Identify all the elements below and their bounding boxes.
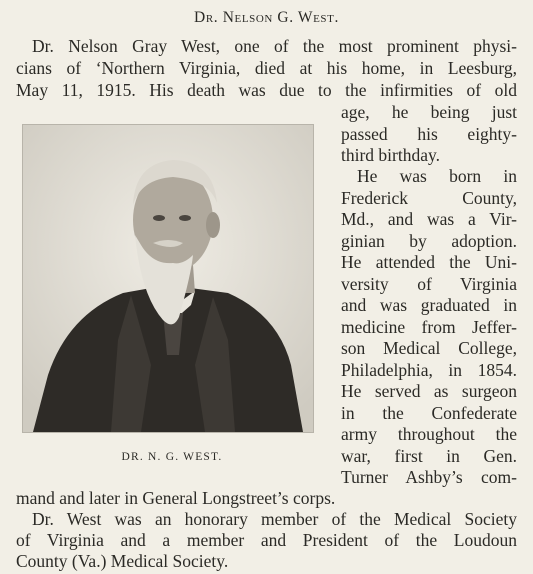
text-line: He attended the Uni- [341, 252, 517, 272]
text-line: war, first in Gen. [341, 446, 517, 466]
text-line: Frederick County, [341, 188, 517, 208]
text-line: ginian by adoption. [341, 231, 517, 251]
text-line: Md., and was a Vir- [341, 209, 517, 229]
text-line: May 11, 1915. His death was due to the infirmities of old [16, 80, 517, 100]
text-line: Dr. Nelson Gray West, one of the most prominent physi- [32, 36, 517, 56]
text-line: Philadelphia, in 1854. [341, 360, 517, 380]
text-line: Dr. West was an honorary member of the Medical Society [32, 509, 517, 529]
text-line: and was graduated in [341, 295, 517, 315]
text-line: passed his eighty- [341, 124, 517, 144]
text-line: medicine from Jeffer- [341, 317, 517, 337]
text-line: Turner Ashby’s com- [341, 467, 517, 487]
text-line: of Virginia and a member and President of the Loudoun [16, 530, 517, 550]
text-line: in the Confederate [341, 403, 517, 423]
text-line: third birthday. [341, 145, 440, 165]
photo-caption: DR. N. G. WEST. [121, 451, 223, 463]
text-line: versity of Virginia [341, 274, 517, 294]
text-line: He served as surgeon [341, 381, 517, 401]
text-line: son Medical College, [341, 338, 517, 358]
text-line: He was born in [357, 166, 517, 186]
text-line: County (Va.) Medical Society. [16, 551, 229, 571]
page-heading: Dr. Nelson G. West. [194, 9, 339, 26]
portrait-image [23, 125, 313, 432]
portrait-photo [22, 124, 314, 433]
text-line: mand and later in General Longstreet’s corps. [16, 488, 336, 508]
text-line: age, he being just [341, 102, 517, 122]
text-line: cians of ‘Northern Virginia, died at his home, in Leesburg, [16, 58, 517, 78]
text-line: army throughout the [341, 424, 517, 444]
